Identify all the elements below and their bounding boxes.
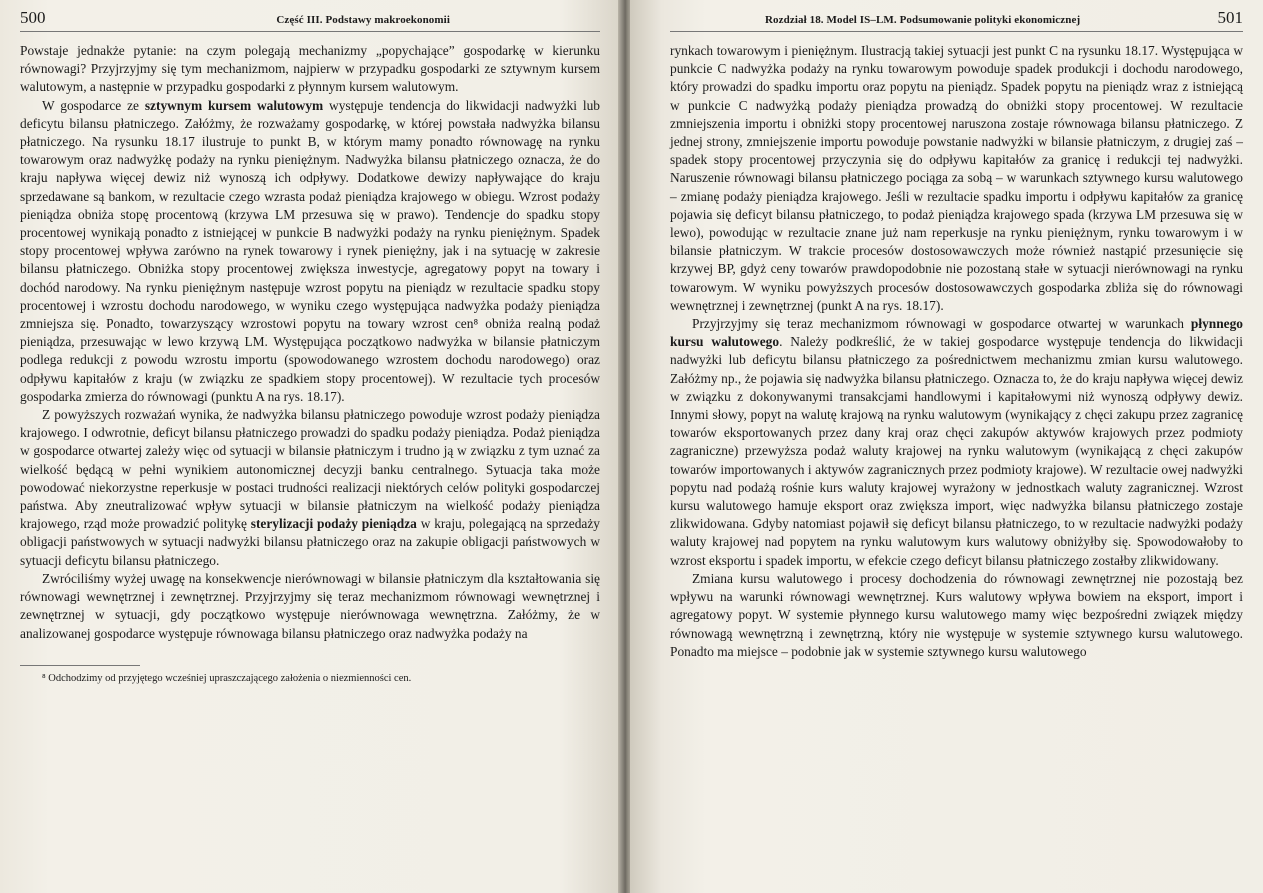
right-running-head [670,8,1243,32]
footnote [20,672,600,685]
paragraph: W gospodarce ze sztywnym kursem walutowym występuje tendencja do likwidacji nadwyżki lub deficytu bilansu płatniczego. Załóżmy, że rozważamy gospodarkę, w której powstała nadwyżka bilansu płatniczego. Na rysunku 18.17 ilustruje to punkt B, w którym mamy ponadto równowagę na rynku towarowym oraz nadwyżkę podaży na rynku pieniężnym. Nadwyżka bilansu płatniczego oznacza, że do kraju napływa więcej dewiz niż wynoszą ich odpływy. Dodatkowe dewizy napływające do kraju sprzedawane są bankom, w rezultacie czego wzrasta podaż pieniądza krajowego w obiegu. Wzrost podaży pieniądza obniża stopę procentową (krzywa LM przesuwa się w prawo). Tendencje do spadku stopy procentowej wynikają ponadto z istniejącej w punkcie B nadwyżki podaży na rynku pieniężnym. Spadek stopy procentowej wpływa zarówno na rynek towarowy i rynek pieniężny, jak i na sytuację w zakresie bilansu płatniczego. Obniżka stopy procentowej zwiększa inwestycje, agregatowy popyt na towary i dochód narodowy. Na rynku pieniężnym następuje wzrost popytu na pieniądz w rezultacie spadku stopy procentowej i wzrostu dochodu narodowego, w wyniku czego występująca nadwyżka podaży pieniądza zmniejsza się. Ponadto, towarzyszący wzrostowi popytu na towary wzrost cen⁸ obniża realną podaż pieniądza, przesuwając w lewo krzywą LM. Występująca początkowo nadwyżka w bilansie płatniczym podlega redukcji z powodu wzrostu importu (spowodowanego wzrostem dochodu narodowego) oraz odpływu kapitałów z kraju (w związku ze spadkiem stopy procentowej). W rezultacie tych procesów gospodarka zmierza do równowagi (punktu A na rys. 18.17). [20,97,600,404]
footnote-text: Odchodzimy od przyjętego wcześniej upraszczającego założenia o niezmienności cen. [48,672,412,684]
paragraph: Zmiana kursu walutowego i procesy dochodzenia do równowagi zewnętrznej nie pozostają bez wpływu na warunki równowagi wewnętrznej. Kurs walutowy wpływa bowiem na eksport, import i agregatowy popyt. W systemie płynnego kursu walutowego mamy więc bezpośredni związek między równowagą wewnętrzną i zewnętrzną, który nie występuje w systemie sztywnego kursu walutowego. Ponadto ma miejsce – podobnie jak w systemie sztywnego kursu walutowego [670,570,1243,659]
left-page-number: 500 [20,8,46,27]
left-page [0,0,622,893]
bold-term: sterylizacji podaży pieniądza [250,516,417,532]
paragraph: rynkach towarowym i pieniężnym. Ilustracją takiej sytuacji jest punkt C na rysunku 18.17. Występująca w punkcie C nadwyżka podaży na rynku towarowym powoduje spadek produkcji i dochodu narodowego, który prowadzi do spadku importu oraz popytu na pieniądz. Spadek popytu na pieniądz wraz z istniejącą w punkcie C nadwyżką podaży pieniądza prowadzą do obniżki stopy procentowej. W rezultacie zmniejszenia importu i obniżki stopy procentowej naruszona zostaje równowaga bilansu płatniczego. Z jednej strony, zmniejszenie importu powoduje powstanie nadwyżki w bilansie płatniczym, z drugiej zaś – spadek stopy procentowej przyczynia się do odpływu kapitałów za granicę i redukcji tej nadwyżki. Naruszenie równowagi bilansu płatniczego pociąga za sobą – w warunkach sztywnego kursu walutowego – zmianę podaży pieniądza krajowego. Jeśli w rezultacie spadku importu i odpływu kapitałów za granicę pojawia się deficyt bilansu płatniczego, to podaż pieniądza krajowego spada (krzywa LM przesuwa się w lewo), powodując w rezultacie znane już nam reperkusje na rynku pieniężnym, rynku towarowym i w bilansie płatniczym. W trakcie procesów dostosowawczych może również nastąpić przesunięcie się krzywej BP, gdyż ceny towarów prawdopodobnie nie pozostaną stałe w sytuacji nierównowagi na rynku towarowym. W wyniku powyższych procesów dostosowawczych gospodarka zbliża się do równowagi wewnętrznej i zewnętrznej (punkt A na rys. 18.17). [670,43,1243,313]
bold-term: sztywnym kursem walutowym [144,97,324,113]
left-running-title: Część III. Podstawy makroekonomii [276,14,450,26]
footnote-marker: ⁸ [42,672,46,684]
paragraph: Powstaje jednakże pytanie: na czym polegają mechanizmy „popychające” gospodarkę w kierunku równowagi? Przyjrzyjmy się tym mechanizmom, najpierw w przypadku gospodarki ze sztywnym kursem walutowym, a następnie w przypadku gospodarki z płynnym kursem walutowym. [20,43,600,95]
bold-term: płynnego kursu walutowego [670,316,1243,350]
right-running-title: Rozdział 18. Model IS–LM. Podsumowanie polityki ekonomicznej [765,14,1081,26]
left-running-head [20,8,600,32]
right-page-number: 501 [1217,8,1243,27]
paragraph: Z powyższych rozważań wynika, że nadwyżka bilansu płatniczego powoduje wzrost podaży pieniądza krajowego. I odwrotnie, deficyt bilansu płatniczego prowadzi do spadku podaży pieniądza. Podaż pieniądza w gospodarce otwartej zależy więc od sytuacji w bilansie płatniczym i trudno ją w związku z tym uznać za wielkość będącą w pełni wynikiem autonomicznej decyzji banku centralnego. Sytuacja taka może powodować niekorzystne reperkusje w postaci trudności realizacji niektórych celów polityki gospodarczej państwa. Aby zneutralizować wpływ sytuacji w bilansie płatniczym na wielkość podaży pieniądza krajowego, rząd może prowadzić politykę sterylizacji podaży pieniądza w kraju, polegającą na sprzedaży obligacji państwowych w sytuacji nadwyżki bilansu płatniczego oraz na zakupie obligacji państwowych w sytuacji deficytu bilansu płatniczego. [20,407,601,568]
paragraph: Zwróciliśmy wyżej uwagę na konsekwencje nierównowagi w bilansie płatniczym dla kształtowania się równowagi wewnętrznej i zewnętrznej. Przyjrzyjmy się teraz mechanizmom równowagi wewnętrznej i zewnętrznej w sytuacji, gdy początkowo występuje nierównowaga wewnętrzna. Załóżmy, że w analizowanej gospodarce występuje równowaga bilansu płatniczego oraz nadwyżka podaży na [20,570,600,641]
paragraph: Przyjrzyjmy się teraz mechanizmom równowagi w gospodarce otwartej w warunkach płynnego kursu walutowego. Należy podkreślić, że w takiej gospodarce występuje tendencja do likwidacji nadwyżki lub deficytu bilansu płatniczego za pośrednictwem mechanizmu zmian kursu walutowego. Załóżmy np., że pojawia się nadwyżka bilansu płatniczego. Oznacza to, że do kraju napływa więcej dewiz w związku z dokonywanymi transakcjami handlowymi i kapitałowymi niż wynoszą odpływy dewiz. Innymi słowy, popyt na walutę krajową na rynku walutowym (wynikający z chęci zakupu przez zagranicę towarów eksportowanych przez dany kraj oraz chęci zakupów aktywów krajowych przez podmioty zagraniczne) przewyższa podaż waluty krajowej na rynku walutowym (wynikającą z chęci zakupów towarów importowanych i aktywów zagranicznych przez podmioty krajowe). W rezultacie owej nadwyżki popytu nad podażą rośnie kurs waluty krajowej wyrażony w jednostkach waluty zagranicznej. Wzrost kursu walutowego hamuje eksport oraz zwiększa import, więc nadwyżka bilansu płatniczego zostaje zlikwidowana. Gdyby natomiast pojawił się deficyt bilansu płatniczego, to w rezultacie nadwyżki podaży waluty krajowej nad popytem na rynku walutowym kurs walutowy obniżyłby się. Spowodowałoby to wzrost eksportu i spadek importu, w efekcie czego deficyt bilansu płatniczego zostałby zlikwidowany. [670,316,1243,568]
right-page [630,0,1263,893]
footnote-divider [20,665,140,666]
